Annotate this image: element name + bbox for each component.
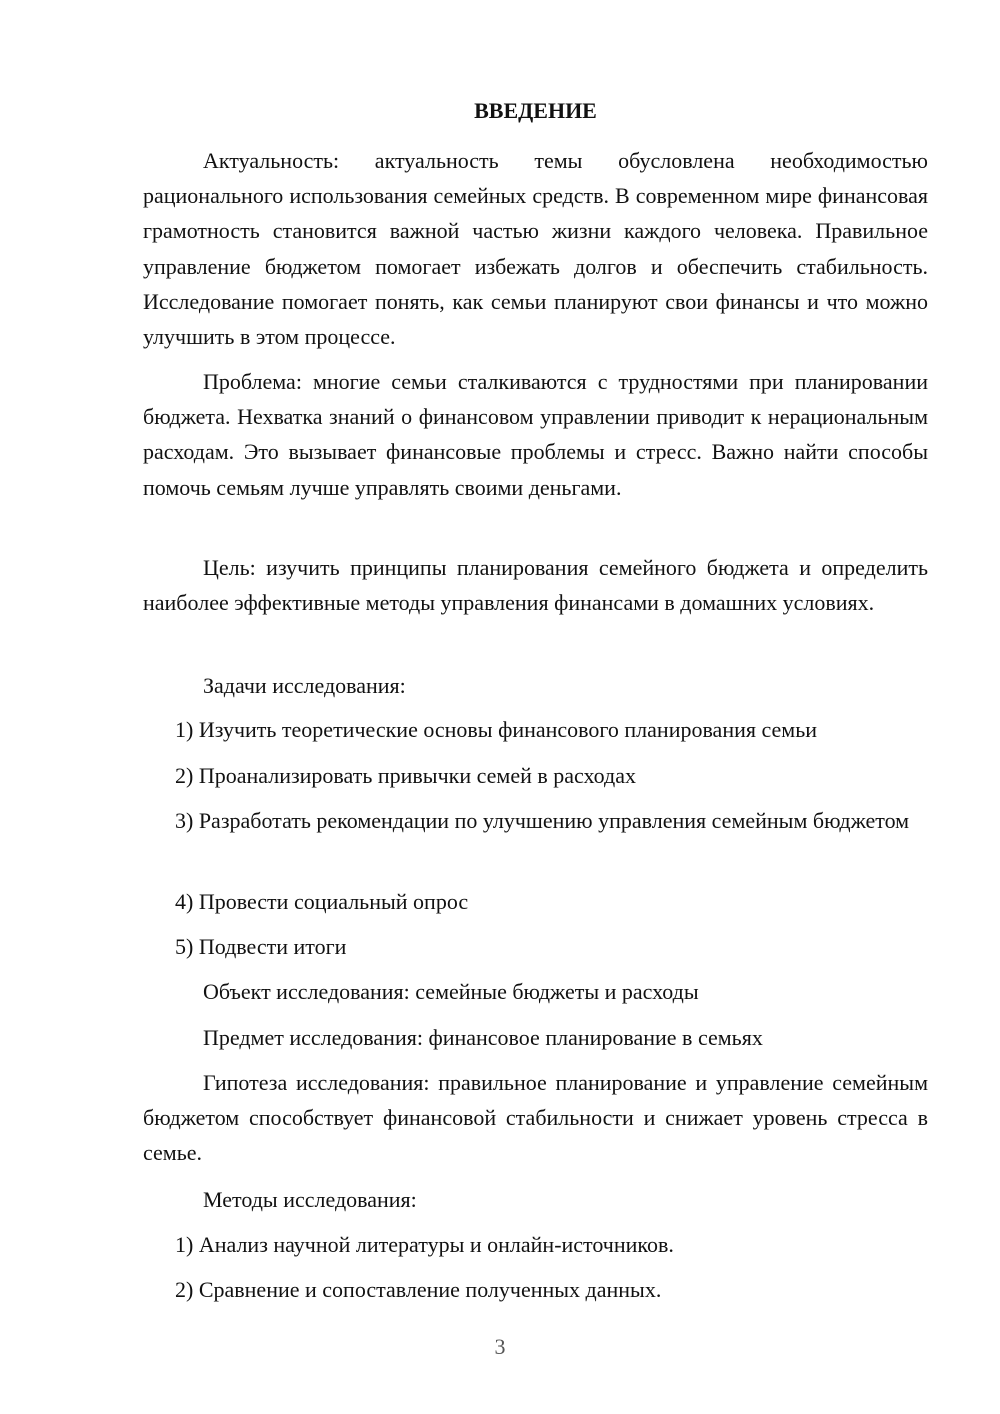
paragraph-hypothesis: Гипотеза исследования: правильное планирование и управление семейным бюджетом способствует финансовой стабильности и снижает уровень стресса в семье. <box>143 1070 928 1166</box>
method-item-2: 2) Сравнение и сопоставление полученных данных. <box>175 1277 662 1302</box>
task-item-4: 4) Провести социальный опрос <box>175 889 469 914</box>
methods-heading: Методы исследования: <box>203 1187 417 1212</box>
page-number: 3 <box>494 1334 506 1359</box>
paragraph-relevance: Актуальность: актуальность темы обусловлена необходимостью рационального использования семейных средств. В современном мире финансовая грамотность становится важной частью жизни каждого человека. Правильное управление бюджетом помогает избежать долгов и обеспечить стабильность. Исследование помогает понять, как семьи планируют свои финансы и что можно улучшить в этом процессе. <box>143 148 928 350</box>
task-item-3: 3) Разработать рекомендации по улучшению управления семейным бюджетом <box>175 808 910 833</box>
paragraph-object: Объект исследования: семейные бюджеты и расходы <box>203 979 699 1004</box>
method-item-1: 1) Анализ научной литературы и онлайн-источников. <box>175 1232 674 1257</box>
task-item-1: 1) Изучить теоретические основы финансового планирования семьи <box>175 717 818 742</box>
paragraph-subject: Предмет исследования: финансовое планирование в семьях <box>203 1025 763 1050</box>
section-title: ВВЕДЕНИЕ <box>474 98 597 123</box>
task-item-5: 5) Подвести итоги <box>175 934 347 959</box>
paragraph-problem: Проблема: многие семьи сталкиваются с трудностями при планировании бюджета. Нехватка знаний о финансовом управлении приводит к нерациональным расходам. Это вызывает финансовые проблемы и стресс. Важно найти способы помочь семьям лучше управлять своими деньгами. <box>143 369 928 500</box>
task-item-2: 2) Проанализировать привычки семей в расходах <box>175 763 636 788</box>
paragraph-goal: Цель: изучить принципы планирования семейного бюджета и определить наиболее эффективные методы управления финансами в домашних условиях. <box>143 555 928 616</box>
tasks-heading: Задачи исследования: <box>203 673 406 698</box>
